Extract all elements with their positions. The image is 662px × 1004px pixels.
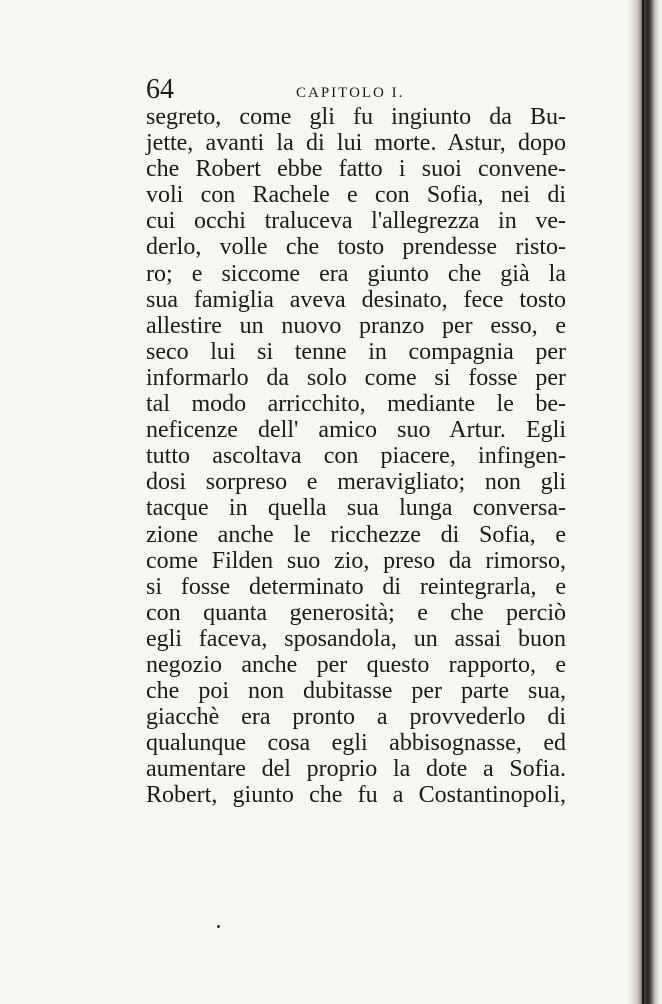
text-line: tal modo arricchito, mediante le be-: [146, 391, 566, 418]
text-line: qualunque cosa egli abbisognasse, ed: [146, 730, 566, 757]
text-line: dosi sorpreso e meravigliato; non gli: [146, 469, 566, 496]
body-text: [146, 104, 566, 809]
text-line: aumentare del proprio la dote a Sofia.: [146, 756, 566, 783]
text-line: informarlo da solo come si fosse per: [146, 364, 566, 391]
text-line: derlo, volle che tosto prendesse risto-: [146, 234, 566, 261]
text-line: zione anche le ricchezze di Sofia, e: [146, 521, 566, 548]
text-line: Robert, giunto che fu a Costantinopoli,: [146, 782, 566, 809]
text-line: sua famiglia aveva desinato, fece tosto: [146, 286, 566, 313]
text-line: allestire un nuovo pranzo per esso, e: [146, 312, 566, 339]
text-line: con quanta generosità; e che perciò: [146, 599, 566, 626]
running-head: CAPITOLO I.: [296, 85, 405, 101]
text-line: giacchè era pronto a provvederlo di: [146, 704, 566, 731]
text-line: come Filden suo zio, preso da rimorso,: [146, 547, 566, 574]
text-line: che Robert ebbe fatto i suoi convene-: [146, 156, 566, 183]
text-line: ro; e siccome era giunto che già la: [146, 260, 566, 287]
text-line: seco lui si tenne in compagnia per: [146, 338, 566, 365]
text-line: tutto ascoltava con piacere, infingen-: [146, 443, 566, 470]
text-line: segreto, come gli fu ingiunto da Bu-: [146, 104, 566, 130]
text-line: che poi non dubitasse per parte sua,: [146, 678, 566, 705]
page-number: 64: [146, 74, 174, 105]
spine-shadow-line: [642, 0, 644, 1004]
text-line: neficenze dell' amico suo Artur. Egli: [146, 417, 566, 444]
text-line: cui occhi traluceva l'allegrezza in ve-: [146, 208, 566, 235]
text-line: si fosse determinato di reintegrarla, e: [146, 573, 566, 600]
text-line: tacque in quella sua lunga conversa-: [146, 495, 566, 522]
text-line: voli con Rachele e con Sofia, nei di: [146, 182, 566, 209]
text-line: egli faceva, sposandola, un assai buon: [146, 625, 566, 652]
book-spine-edge: [626, 0, 662, 1004]
ink-speck: [217, 925, 220, 928]
text-line: negozio anche per questo rapporto, e: [146, 651, 566, 678]
text-line: jette, avanti la di lui morte. Astur, dopo: [146, 130, 566, 157]
